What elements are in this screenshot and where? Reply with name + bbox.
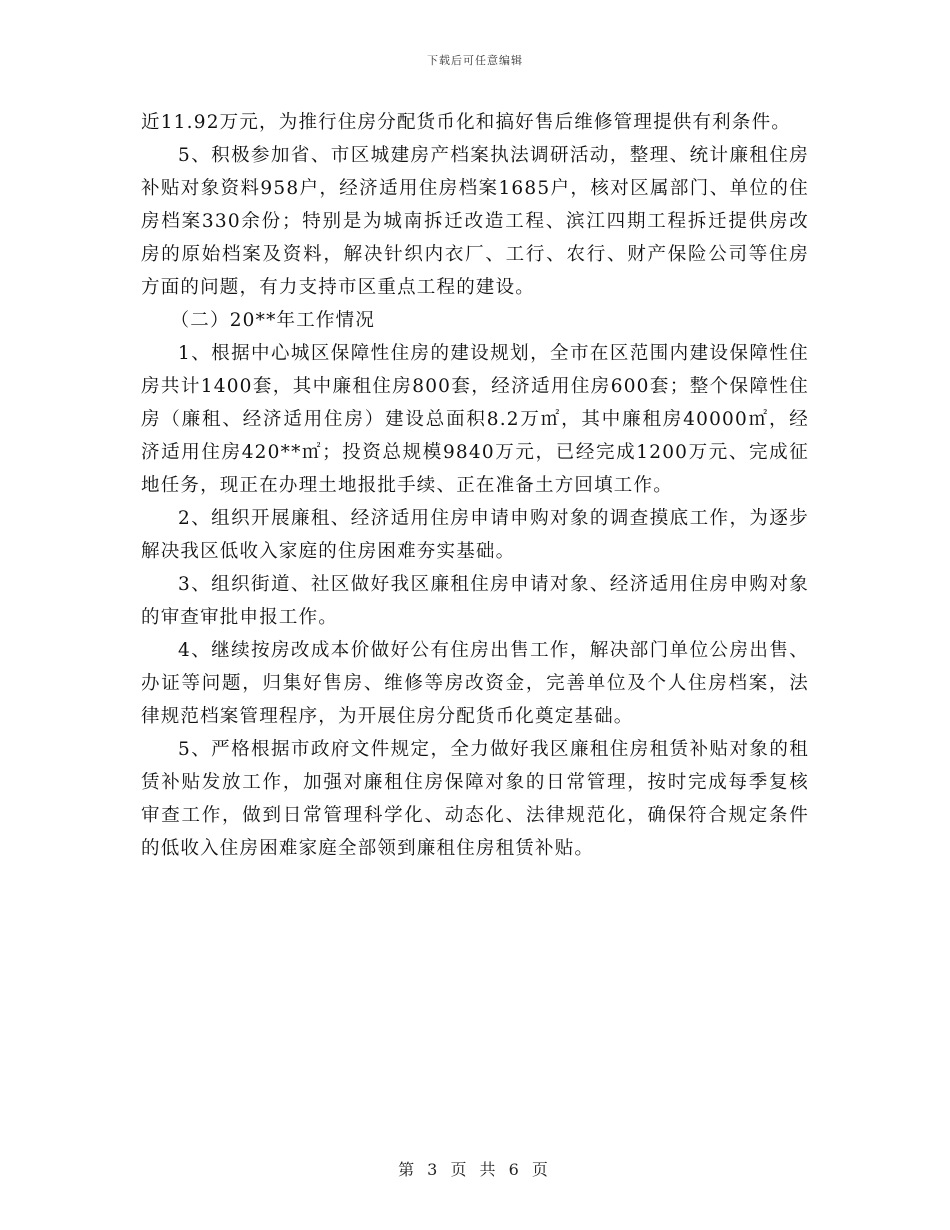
paragraph-item-2: 2、组织开展廉租、经济适用住房申请申购对象的调查摸底工作，为逐步解决我区低收入家庭的住房困难夯实基础。 [141, 508, 809, 562]
paragraph-item-5-subsidy: 5、严格根据市政府文件规定，全力做好我区廉租住房租赁补贴对象的租赁补贴发放工作，加强对廉租住房保障对象的日常管理，按时完成每季复核审查工作，做到日常管理科学化、动态化、法律规范化，确保符合规定条件的低收入住房困难家庭全部领到廉租住房租赁补贴。 [141, 739, 809, 859]
paragraph-item-3: 3、组织街道、社区做好我区廉租住房申请对象、经济适用住房申购对象的审查审批申报工作。 [141, 574, 809, 628]
paragraph-item-4: 4、继续按房改成本价做好公有住房出售工作，解决部门单位公房出售、办证等问题，归集好售房、维修等房改资金，完善单位及个人住房档案，法律规范档案管理程序，为开展住房分配货币化奠定基础。 [141, 640, 809, 727]
paragraph-continuation: 近11.92万元，为推行住房分配货币化和搞好售后维修管理提供有利条件。 [141, 112, 791, 133]
paragraph-item-1: 1、根据中心城区保障性住房的建设规划，全市在区范围内建设保障性住房共计1400套，其中廉租住房800套，经济适用住房600套；整个保障性住房（廉租、经济适用住房）建设总面积8.2万㎡，其中廉租房40000㎡，经济适用住房420**㎡；投资总规模9840万元，已经完成1200万元、完成征地任务，现正在办理土地报批手续、正在准备土方回填工作。 [141, 343, 809, 496]
page-header: 下载后可任意编辑 [427, 54, 523, 67]
document-body [141, 106, 809, 865]
page-footer: 第 3 页 共 6 页 [398, 1160, 552, 1179]
section-heading: （二）20**年工作情况 [170, 310, 376, 331]
paragraph-item-5-archives: 5、积极参加省、市区城建房产档案执法调研活动，整理、统计廉租住房补贴对象资料958户，经济适用住房档案1685户，核对区属部门、单位的住房档案330余份；特别是为城南拆迁改造工程、滨江四期工程拆迁提供房改房的原始档案及资料，解决针织内衣厂、工行、农行、财产保险公司等住房方面的问题，有力支持市区重点工程的建设。 [141, 145, 809, 298]
